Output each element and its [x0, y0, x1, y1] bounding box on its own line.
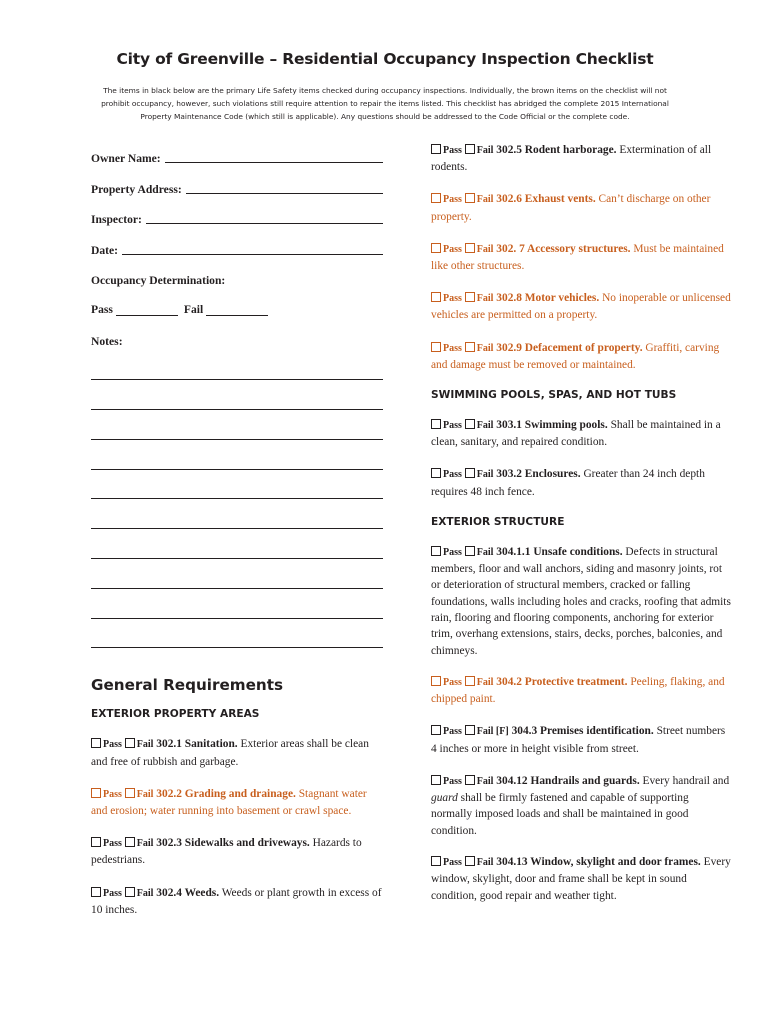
pass-label: Pass — [443, 420, 462, 432]
inspector-field[interactable] — [91, 211, 383, 242]
note-line[interactable] — [91, 529, 383, 559]
fail-label: Fail — [476, 194, 494, 206]
pass-checkbox[interactable] — [431, 676, 441, 686]
note-line[interactable] — [91, 559, 383, 589]
pass-checkbox[interactable] — [431, 775, 441, 785]
item-description: Extermination of all rodents. — [431, 144, 712, 174]
item-description: Must be maintained like other structures. — [431, 242, 724, 273]
note-line[interactable] — [91, 499, 383, 529]
inspector-blank[interactable] — [146, 211, 383, 224]
item-302-8 — [431, 290, 731, 324]
fail-checkbox[interactable] — [465, 419, 475, 429]
pass-label: Pass — [103, 788, 122, 800]
fail-label: Fail — [476, 420, 494, 432]
fail-label: Fail — [476, 342, 494, 354]
note-line[interactable] — [91, 589, 383, 619]
fail-checkbox[interactable] — [125, 738, 135, 748]
fail-checkbox[interactable] — [465, 342, 475, 352]
page-title: City of Greenville – Residential Occupancy Inspection Checklist — [116, 50, 654, 68]
code-section: 304.12 Handrails and guards. — [496, 774, 640, 787]
notes-lines[interactable] — [91, 351, 383, 649]
notes-label: Notes: — [91, 334, 123, 348]
pass-label: Pass — [443, 469, 462, 481]
item-description-start: Every handrail and — [642, 774, 730, 787]
fail-label: Fail — [476, 243, 494, 255]
fail-checkbox[interactable] — [465, 546, 475, 556]
item-304-13 — [431, 854, 731, 904]
intro-paragraph: The items in black below are the primary Life Safety items checked during occupancy inspections. Individually, the brown items on the checklist will not prohibit occupancy, however, such violations still require attention to repair the items listed. This checklist has abridged the complete 2015 International Property Maintenance Code (which still is applicable). Any questions should be addressed to the Code Official or the complete code. — [101, 86, 669, 121]
occupancy-pass-blank[interactable] — [116, 303, 178, 316]
date-label: Date: — [91, 243, 119, 257]
note-line[interactable] — [91, 470, 383, 500]
item-302-7 — [431, 241, 731, 275]
right-column — [431, 142, 731, 919]
pass-label: Pass — [443, 342, 462, 354]
fail-label: Fail — [136, 739, 154, 751]
code-section: 303.2 Enclosures. — [496, 468, 581, 481]
item-304-12 — [431, 773, 731, 839]
code-section: 302.5 Rodent harborage. — [496, 144, 617, 156]
fail-label: Fail — [136, 838, 154, 850]
pass-label: Pass — [443, 194, 462, 206]
property-address-label: Property Address: — [91, 182, 182, 196]
item-302-3 — [91, 835, 383, 869]
fail-label: Fail — [136, 887, 154, 899]
code-section: 302.3 Sidewalks and driveways. — [156, 837, 310, 850]
pass-checkbox[interactable] — [431, 243, 441, 253]
fail-checkbox[interactable] — [465, 193, 475, 203]
pass-checkbox[interactable] — [431, 546, 441, 556]
code-section: 302.9 Defacement of property. — [496, 341, 643, 354]
item-description: No inoperable or unlicensed vehicles are permitted on a property. — [431, 292, 731, 322]
pass-checkbox[interactable] — [431, 468, 441, 478]
occupancy-fail-label: Fail — [183, 302, 204, 316]
pass-checkbox[interactable] — [91, 738, 101, 748]
item-description: Every window, skylight, door and frame shall be kept in sound condition, good repair and weather tight. — [431, 855, 731, 902]
note-line[interactable] — [91, 410, 383, 440]
occupancy-determination-label: Occupancy Determination: — [91, 274, 226, 287]
occupancy-pass-fail — [91, 303, 383, 333]
item-description-end: shall be firmly fastened and capable of supporting normally imposed loads and shall be maintained in good condition. — [431, 792, 689, 837]
pass-checkbox[interactable] — [431, 856, 441, 866]
code-section: 304.1.1 Unsafe conditions. — [496, 545, 623, 558]
fail-label: Fail — [476, 293, 494, 305]
fail-checkbox[interactable] — [465, 144, 475, 154]
date-blank[interactable] — [122, 242, 383, 255]
occupancy-fail-blank[interactable] — [206, 303, 268, 316]
item-description: Graffiti, carving and damage must be removed or maintained. — [431, 341, 720, 371]
item-description: Defects in structural members, floor and wall anchors, siding and masonry joints, rot or deterioration of structural members, cracked or falling foundations, walls including holes and cracks, roofing that admits rain, flooring and flooring components, anchoring for exterior trim, overhang extensions, stairs, decks, porches, balconies, and chimneys. — [431, 545, 731, 657]
item-302-2 — [91, 786, 383, 820]
pass-label: Pass — [443, 546, 462, 558]
pass-checkbox[interactable] — [431, 342, 441, 352]
item-304-3 — [431, 723, 731, 757]
item-302-5 — [431, 142, 731, 176]
left-column — [91, 150, 383, 934]
code-section: 302.6 Exhaust vents. — [496, 193, 596, 206]
fail-label: Fail — [476, 775, 494, 787]
property-address-field[interactable] — [91, 181, 383, 212]
occupancy-pass-label: Pass — [91, 302, 113, 316]
general-requirements-heading: General Requirements — [91, 676, 284, 695]
pass-checkbox[interactable] — [91, 788, 101, 798]
fail-label: Fail — [476, 856, 494, 868]
pass-checkbox[interactable] — [431, 419, 441, 429]
code-section: 302.4 Weeds. — [156, 886, 220, 899]
property-address-blank[interactable] — [186, 181, 383, 194]
inspector-label: Inspector: — [91, 213, 142, 226]
pass-label: Pass — [443, 726, 462, 738]
item-description: Street numbers 4 inches or more in height visible from street. — [431, 725, 726, 755]
fail-checkbox[interactable] — [465, 775, 475, 785]
pass-label: Pass — [443, 775, 462, 787]
fail-label: Fail — [476, 469, 494, 481]
fail-checkbox[interactable] — [465, 243, 475, 253]
code-section: 302. 7 Accessory structures. — [496, 242, 631, 255]
code-section: 304.3 Premises identification. — [511, 725, 654, 738]
item-description: Can’t discharge on other property. — [431, 193, 711, 223]
item-304-1-1 — [431, 544, 731, 659]
owner-name-field[interactable] — [91, 150, 383, 181]
pass-checkbox[interactable] — [91, 837, 101, 847]
fail-checkbox[interactable] — [465, 468, 475, 478]
item-description: Exterior areas shall be clean and free of rubbish and garbage. — [91, 738, 369, 768]
item-303-2 — [431, 466, 731, 500]
item-description: Shall be maintained in a clean, sanitary, and repaired condition. — [431, 419, 721, 449]
item-302-9 — [431, 340, 731, 374]
pass-checkbox[interactable] — [431, 144, 441, 154]
fail-label: Fail — [136, 788, 154, 800]
note-line[interactable] — [91, 440, 383, 470]
pass-checkbox[interactable] — [431, 193, 441, 203]
fail-checkbox[interactable] — [125, 788, 135, 798]
note-line[interactable] — [91, 380, 383, 410]
item-description-emphasis: guard — [431, 792, 458, 805]
code-section: 303.1 Swimming pools. — [496, 419, 608, 432]
fail-checkbox[interactable] — [465, 292, 475, 302]
item-description: Hazards to pedestrians. — [91, 837, 362, 867]
pass-label: Pass — [103, 739, 122, 751]
date-field[interactable] — [91, 242, 383, 273]
pass-label: Pass — [443, 243, 462, 255]
fail-label: Fail — [476, 676, 494, 688]
pass-checkbox[interactable] — [431, 725, 441, 735]
item-description: Greater than 24 inch depth requires 48 inch fence. — [431, 468, 705, 498]
pass-label: Pass — [443, 856, 462, 868]
fail-checkbox[interactable] — [465, 856, 475, 866]
item-302-4 — [91, 885, 383, 919]
fail-checkbox[interactable] — [465, 676, 475, 686]
exterior-structure-heading: EXTERIOR STRUCTURE — [431, 515, 565, 528]
fail-label: Fail [F] — [476, 726, 509, 738]
swimming-pools-heading: SWIMMING POOLS, SPAS, AND HOT TUBS — [431, 389, 677, 402]
code-section: 302.1 Sanitation. — [156, 738, 238, 751]
fail-checkbox[interactable] — [125, 837, 135, 847]
code-section: 304.13 Window, skylight and door frames. — [496, 855, 701, 868]
pass-checkbox[interactable] — [431, 292, 441, 302]
item-302-1 — [91, 736, 383, 770]
pass-label: Pass — [103, 887, 122, 899]
pass-label: Pass — [443, 145, 462, 156]
item-description: Weeds or plant growth in excess of 10 inches. — [91, 886, 382, 916]
note-line[interactable] — [91, 351, 383, 381]
fail-label: Fail — [476, 145, 494, 156]
item-description: Stagnant water and erosion; water running into basement or crawl space. — [91, 787, 367, 818]
code-section: 302.8 Motor vehicles. — [496, 292, 600, 305]
pass-checkbox[interactable] — [91, 887, 101, 897]
pass-label: Pass — [443, 293, 462, 305]
item-302-6 — [431, 191, 731, 225]
fail-label: Fail — [476, 546, 494, 558]
owner-name-label: Owner Name: — [91, 152, 161, 165]
code-section: 302.2 Grading and drainage. — [156, 787, 296, 800]
owner-name-blank[interactable] — [165, 150, 383, 163]
fail-checkbox[interactable] — [465, 725, 475, 735]
pass-label: Pass — [103, 838, 122, 850]
item-description: Peeling, flaking, and chipped paint. — [431, 675, 725, 706]
pass-label: Pass — [443, 676, 462, 688]
code-section: 304.2 Protective treatment. — [496, 675, 628, 688]
note-line[interactable] — [91, 619, 383, 649]
item-304-2 — [431, 674, 731, 708]
exterior-property-areas-heading: EXTERIOR PROPERTY AREAS — [91, 708, 260, 721]
item-303-1 — [431, 417, 731, 451]
fail-checkbox[interactable] — [125, 887, 135, 897]
